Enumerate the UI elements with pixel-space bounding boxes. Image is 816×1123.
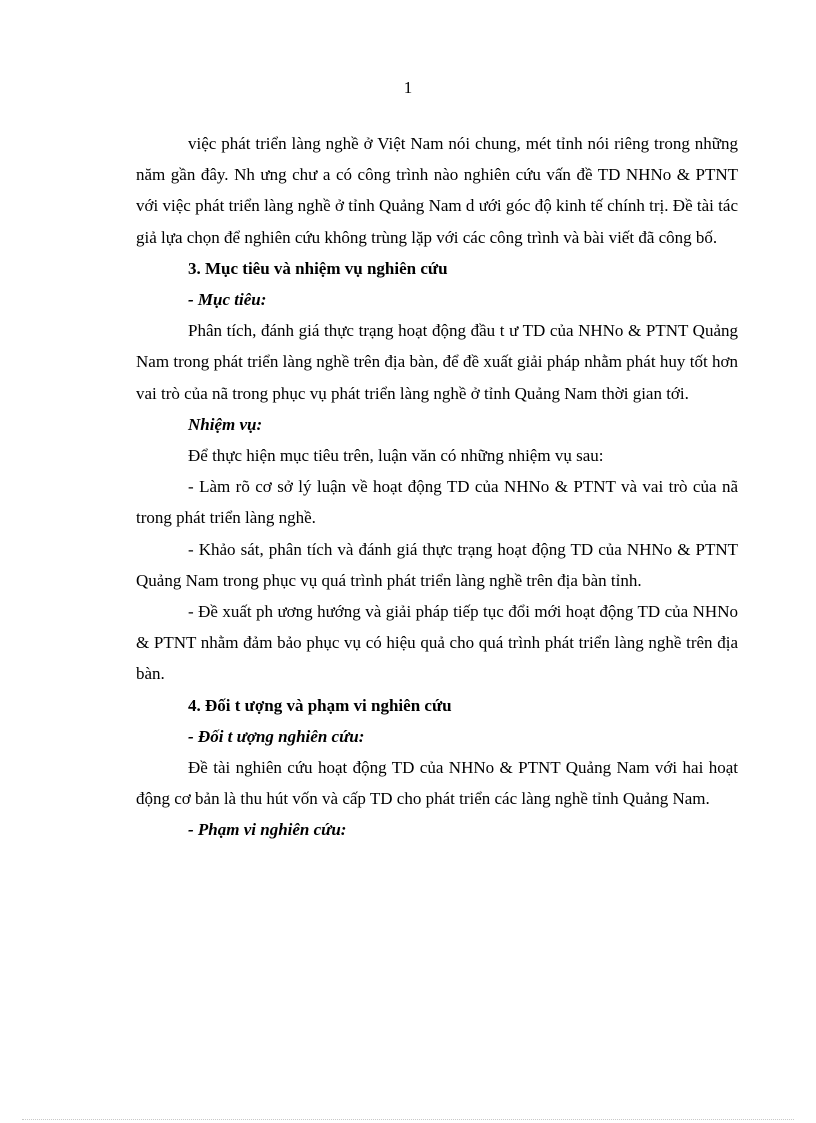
subheading-doi-tuong: - Đối t ượng nghiên cứu: (188, 726, 365, 746)
list-item-nhiem-vu-1: - Làm rõ cơ sở lý luận về hoạt động TD của NHNo & PTNT và vai trò của nã trong phát triển làng nghề. (136, 477, 738, 528)
paragraph-muc-tieu: Phân tích, đánh giá thực trạng hoạt động đầu t ư TD của NHNo & PTNT Quảng Nam trong phát triển làng nghề trên địa bàn, để đề xuất giải pháp nhằm phát huy tốt hơn vai trò của nã trong phục vụ phát triển làng nghề ở tỉnh Quảng Nam thời gian tới. (136, 321, 738, 403)
subheading-nhiem-vu: Nhiệm vụ: (188, 414, 263, 434)
paragraph-doi-tuong: Đề tài nghiên cứu hoạt động TD của NHNo & PTNT Quảng Nam với hai hoạt động cơ bản là thu hút vốn và cấp TD cho phát triển các làng nghề tỉnh Quảng Nam. (136, 758, 738, 809)
list-item-nhiem-vu-3: - Đề xuất ph ương hướng và giải pháp tiếp tục đổi mới hoạt động TD của NHNo & PTNT nhằm đảm bảo phục vụ có hiệu quả cho quá trình phát triển làng nghề trên địa bàn. (136, 602, 738, 684)
paragraph-nhiem-vu-intro: Để thực hiện mục tiêu trên, luận văn có những nhiệm vụ sau: (188, 446, 604, 466)
page-number: 1 (403, 78, 413, 97)
document-body (136, 128, 738, 846)
subheading-pham-vi: - Phạm vi nghiên cứu: (188, 820, 347, 840)
section-heading-3: 3. Mục tiêu và nhiệm vụ nghiên cứu (188, 258, 448, 278)
page-bottom-divider (22, 1119, 794, 1120)
section-heading-4: 4. Đối t ượng và phạm vi nghiên cứu (188, 695, 452, 715)
subheading-muc-tieu: - Mục tiêu: (188, 290, 267, 310)
list-item-nhiem-vu-2: - Khảo sát, phân tích và đánh giá thực trạng hoạt động TD của NHNo & PTNT Quảng Nam trong phục vụ quá trình phát triển làng nghề trên địa bàn tỉnh. (136, 539, 738, 590)
paragraph-intro-continuation: việc phát triển làng nghề ở Việt Nam nói chung, mét tỉnh nói riêng trong những năm gần đây. Nh ưng chư a có công trình nào nghiên cứu vấn đề TD NHNo & PTNT với việc phát triển làng nghề ở tỉnh Quảng Nam d ưới góc độ kinh tế chính trị. Đề tài tác giả lựa chọn để nghiên cứu không trùng lặp với các công trình và bài viết đã công bố. (136, 134, 738, 247)
